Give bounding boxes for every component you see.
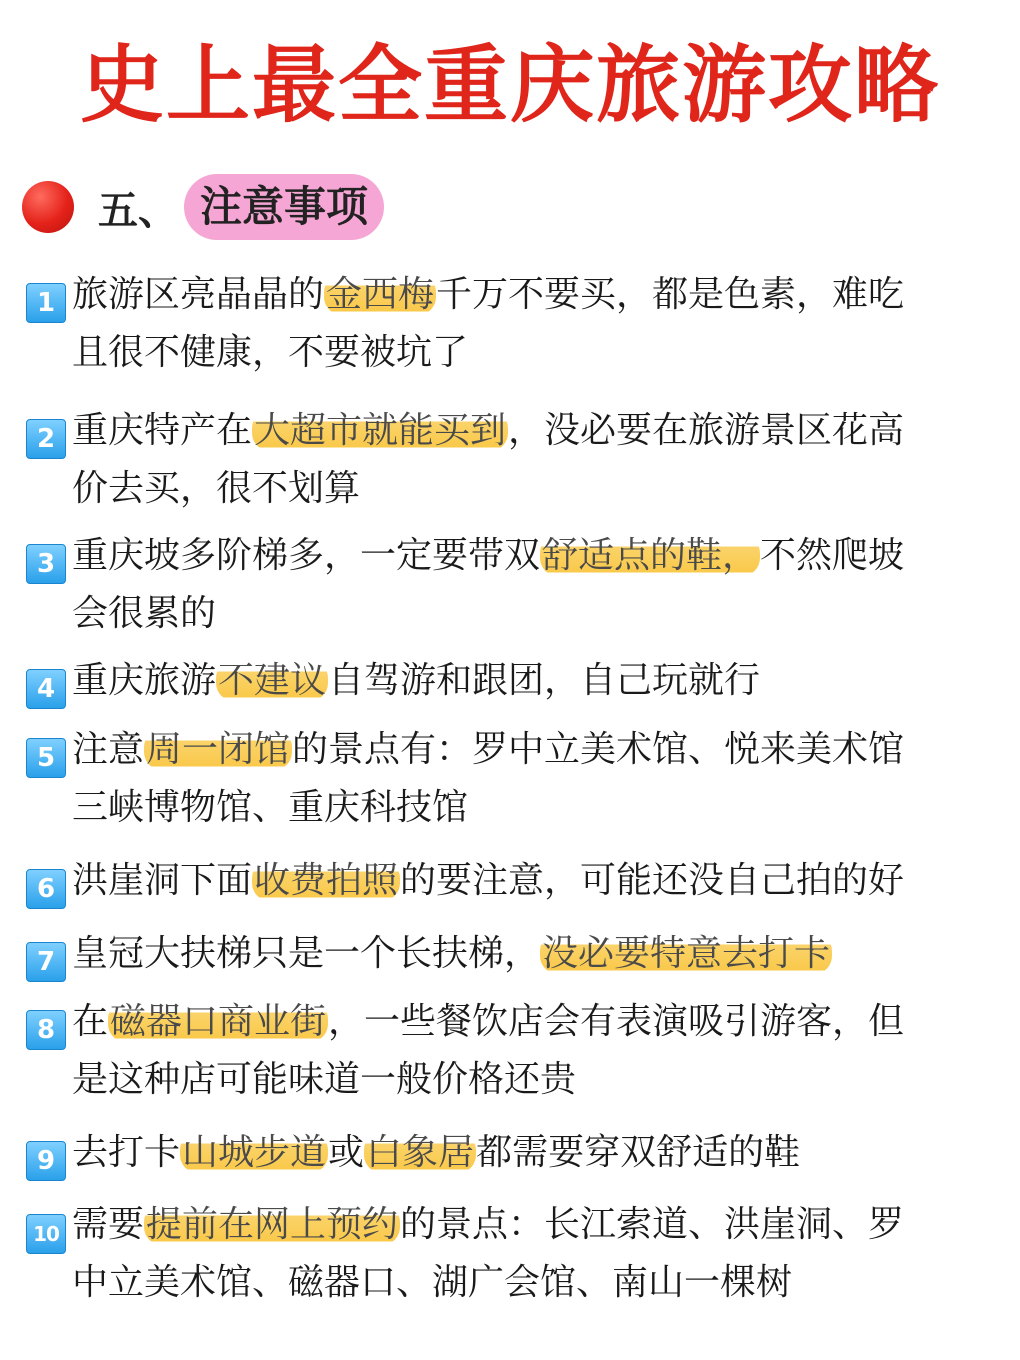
list-item (26, 925, 986, 983)
number-2-icon: 2 (26, 419, 66, 459)
list-item (26, 1196, 986, 1312)
item-text-continued: 且很不健康，不要被坑了 (72, 332, 469, 373)
list-item (26, 993, 986, 1109)
item-text: 都需要穿双舒适的鞋 (476, 1132, 801, 1173)
item-text-continued: 是这种店可能味道一般价格还贵 (72, 1059, 577, 1100)
number-8-icon: 8 (26, 1010, 66, 1050)
list-item (26, 852, 986, 910)
item-text-continued: 价去买，很不划算 (72, 468, 361, 509)
item-text: 重庆旅游 (72, 660, 217, 701)
item-line (26, 402, 986, 460)
highlight-text: 收费拍照 (254, 860, 399, 901)
item-text: 的景点：长江索道、洪崖洞、罗 (400, 1204, 905, 1245)
section-header (22, 172, 384, 242)
number-10-icon: 10 (26, 1214, 66, 1254)
highlight-text: 舒适点的鞋， (542, 535, 759, 576)
item-text-continued: 会很累的 (72, 593, 217, 634)
item-text-continued: 中立美术馆、磁器口、湖广会馆、南山一棵树 (72, 1262, 793, 1303)
list-item (26, 266, 986, 382)
item-text: 重庆坡多阶梯多，一定要带双 (72, 535, 541, 576)
item-text: 的要注意，可能还没自己拍的好 (400, 860, 905, 901)
list-item (26, 652, 986, 710)
item-line (26, 1124, 986, 1182)
item-text: 在 (72, 1001, 109, 1042)
list-item (26, 1124, 986, 1182)
item-text: ，一些餐饮店会有表演吸引游客，但 (328, 1001, 905, 1042)
highlight-text: 磁器口商业街 (110, 1001, 327, 1042)
number-7-icon: 7 (26, 942, 66, 982)
item-line (26, 266, 986, 324)
number-4-icon: 4 (26, 669, 66, 709)
item-line (26, 652, 986, 710)
number-5-icon: 5 (26, 738, 66, 778)
item-text: 皇冠大扶梯只是一个长扶梯， (72, 933, 541, 974)
section-number: 五、 (98, 187, 178, 234)
section-label: 注意事项 (184, 174, 384, 240)
item-line (26, 721, 986, 779)
item-text: 或 (328, 1132, 365, 1173)
item-text: 需要 (72, 1204, 145, 1245)
item-text: 自驾游和跟团，自己玩就行 (328, 660, 761, 701)
list-item (26, 721, 986, 837)
highlight-text: 没必要特意去打卡 (542, 933, 831, 974)
red-circle-icon (22, 181, 74, 233)
item-text: 洪崖洞下面 (72, 860, 253, 901)
number-3-icon: 3 (26, 544, 66, 584)
item-text: 重庆特产在 (72, 410, 253, 451)
highlight-text: 周一闭馆 (146, 729, 291, 770)
item-line (26, 852, 986, 910)
item-line (26, 1196, 986, 1254)
highlight-text: 提前在网上预约 (146, 1204, 399, 1245)
highlight-text: 大超市就能买到 (254, 410, 507, 451)
item-text: 不然爬坡 (760, 535, 905, 576)
item-text: ，没必要在旅游景区花高 (508, 410, 905, 451)
highlight-text: 不建议 (218, 660, 327, 701)
item-line (26, 925, 986, 983)
item-text: 注意 (72, 729, 145, 770)
highlight-text: 山城步道 (182, 1132, 327, 1173)
highlight-text: 白象居 (366, 1132, 475, 1173)
page-title: 史上最全重庆旅游攻略 (79, 36, 940, 134)
item-text-continued: 三峡博物馆、重庆科技馆 (72, 787, 469, 828)
list-item (26, 402, 986, 518)
list-item (26, 527, 986, 643)
item-text: 千万不要买，都是色素，难吃 (436, 274, 905, 315)
item-line (26, 993, 986, 1051)
highlight-text: 金西梅 (326, 274, 435, 315)
item-text: 去打卡 (72, 1132, 181, 1173)
number-9-icon: 9 (26, 1141, 66, 1181)
number-1-icon: 1 (26, 283, 66, 323)
item-text: 旅游区亮晶晶的 (72, 274, 325, 315)
item-text: 的景点有：罗中立美术馆、悦来美术馆 (292, 729, 905, 770)
number-6-icon: 6 (26, 869, 66, 909)
item-line (26, 527, 986, 585)
